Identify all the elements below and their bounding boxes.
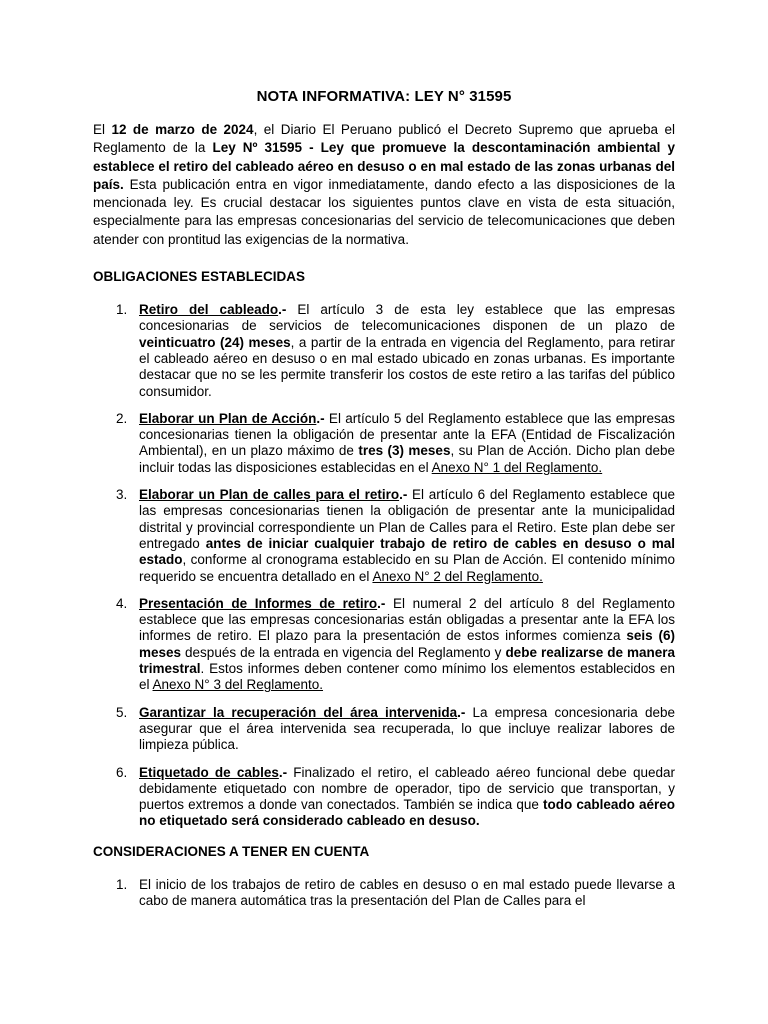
- obligations-list: [93, 302, 675, 830]
- list-number: 6.: [116, 764, 128, 780]
- list-item: [93, 411, 675, 476]
- bold-text: veinticuatro (24) meses: [139, 334, 291, 350]
- link-text: Anexo N° 2 del Reglamento.: [372, 568, 543, 584]
- list-item: [93, 765, 675, 830]
- bold-text: tres (3) meses: [358, 443, 451, 459]
- list-number: 1.: [116, 876, 128, 892]
- text-run: , conforme al cronograma establecido en su Plan de Acción. El contenido mínimo requerido se encuentra detallado en el: [139, 552, 675, 584]
- bold-text: .-: [278, 764, 288, 780]
- link-text: Retiro del cableado: [139, 302, 279, 318]
- text-run: , el Diario El Peruano publicó el Decreto Supremo que aprueba el Reglamento de la: [93, 122, 675, 156]
- text-run: El artículo 3 de esta ley establece que las empresas concesionarias de servicios de telecomunicaciones disponen de un plazo de: [139, 302, 675, 334]
- link-text: Elaborar un Plan de calles para el retiro: [139, 487, 400, 503]
- list-item: [93, 877, 675, 910]
- list-number: 5.: [116, 704, 128, 720]
- document-page: [93, 88, 675, 923]
- link-text: Garantizar la recuperación del área intervenida: [139, 704, 458, 720]
- list-number: 3.: [116, 487, 128, 503]
- list-item: [93, 487, 675, 585]
- link-text: Anexo N° 1 del Reglamento.: [431, 459, 603, 475]
- text-run: El artículo 6 del Reglamento establece que las empresas concesionarias tienen la obligación de presentar ante la municipalidad distrital y provincial correspondiente un Plan de Calles para el Retiro. Este plan debe ser entregado: [139, 487, 675, 551]
- text-run: después de la entrada en vigencia del Reglamento y: [181, 644, 506, 660]
- section-heading-considerations: CONSIDERACIONES A TENER EN CUENTA: [93, 843, 370, 859]
- text-run: , su Plan de Acción. Dicho plan debe incluir todas las disposiciones establecidas en el: [139, 443, 675, 475]
- list-item: [93, 596, 675, 694]
- text-run: El: [93, 122, 112, 137]
- bold-text: .-: [316, 410, 325, 426]
- document-title: NOTA INFORMATIVA: LEY N° 31595: [256, 88, 512, 105]
- list-item: [93, 705, 675, 754]
- bold-text: Ley Nº 31595 - Ley que promueve la descontaminación ambiental y establece el retiro del cableado aéreo en desuso o en mal estado de las zonas urbanas del país.: [93, 140, 675, 192]
- link-text: Presentación de Informes de retiro: [139, 595, 378, 611]
- list-number: 4.: [116, 595, 128, 611]
- bold-text: .-: [457, 704, 466, 720]
- list-number: 1.: [116, 302, 128, 318]
- bold-text: debe realizarse de manera trimestral: [139, 644, 676, 677]
- bold-text: .-: [399, 487, 408, 503]
- bold-text: antes de iniciar cualquier trabajo de retiro de cables en desuso o mal estado: [139, 535, 675, 568]
- text-run: . Estos informes deben contener como mínimo los elementos establecidos en el: [139, 661, 675, 693]
- text-run: , a partir de la entrada en vigencia del Reglamento, para retirar el cableado aéreo en desuso o en mal estado ubicado en zonas urbanas. Es importante destacar que no se les permite transferir los costos de este retiro a las tarifas del público consumidor.: [139, 334, 676, 399]
- bold-text: todo cableado aéreo no etiquetado será considerado cableado en desuso.: [139, 797, 675, 829]
- text-run: El artículo 5 del Reglamento establece que las empresas concesionarias tienen la obligación de presentar ante la EFA (Entidad de Fiscalización Ambiental), en un plazo máximo de: [139, 410, 675, 459]
- bold-text: .-: [278, 302, 287, 318]
- intro-paragraph: [93, 121, 675, 249]
- link-text: Anexo N° 3 del Reglamento.: [152, 677, 324, 693]
- bold-text: seis (6) meses: [139, 628, 675, 660]
- link-text: Elaborar un Plan de Acción: [139, 410, 317, 426]
- text-run: Finalizado el retiro, el cableado aéreo funcional debe quedar debidamente etiquetado con nombre de operador, tipo de servicio que transportan, y puertos extremos a donde van conectados. También se indica que: [139, 764, 675, 813]
- text-run: Esta publicación entra en vigor inmediatamente, dando efecto a las disposiciones de la mencionada ley. Es crucial destacar los siguientes puntos clave en vista de esta situación, especialmente para las empresas concesionarias del servicio de telecomunicaciones que deben atender con prontitud las exigencias de la normativa.: [93, 176, 675, 247]
- link-text: Etiquetado de cables: [139, 764, 279, 780]
- bold-text: 12 de marzo de 2024: [111, 122, 254, 137]
- bold-text: .-: [377, 595, 386, 611]
- text-run: El numeral 2 del artículo 8 del Reglamento establece que las empresas concesionarias están obligadas a presentar ante la EFA los informes de retiro. El plazo para la presentación de estos informes comienza: [139, 595, 675, 644]
- list-item: [93, 302, 675, 400]
- list-number: 2.: [116, 410, 128, 426]
- considerations-list: [93, 877, 675, 910]
- text-run: La empresa concesionaria debe asegurar que el área intervenida sea recuperada, lo que incluye realizar labores de limpieza pública.: [139, 704, 675, 753]
- text-run: El inicio de los trabajos de retiro de cables en desuso o en mal estado puede llevarse a cabo de manera automática tras la presentación del Plan de Calles para el: [139, 876, 675, 908]
- section-heading-obligations: OBLIGACIONES ESTABLECIDAS: [93, 269, 306, 285]
